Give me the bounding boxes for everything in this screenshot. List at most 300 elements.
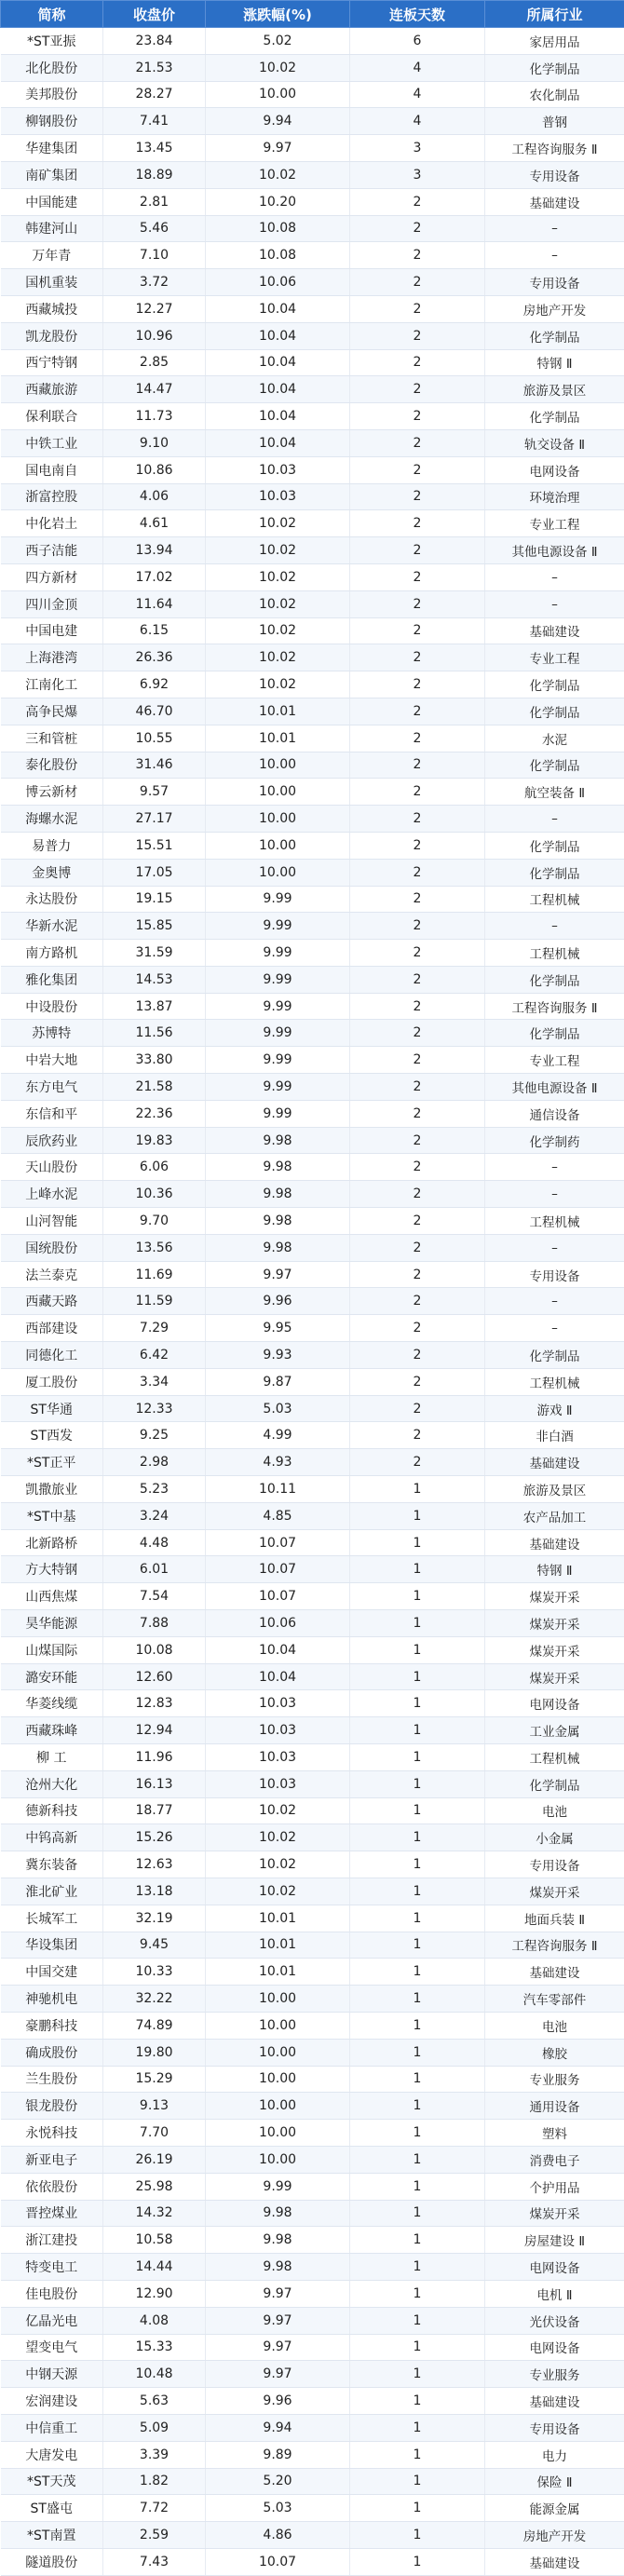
change-pct-cell: 9.98 <box>206 1181 350 1208</box>
consecutive-days-cell: 2 <box>350 617 485 644</box>
table-row <box>1 1181 624 1208</box>
table-row <box>1 2200 624 2227</box>
close-price-cell: 32.22 <box>103 1986 206 2013</box>
stock-name-cell: 山西焦煤 <box>1 1583 103 1610</box>
stock-name-cell: 上海港湾 <box>1 644 103 671</box>
industry-cell: 家居用品 <box>485 28 624 55</box>
close-price-cell: 6.06 <box>103 1154 206 1181</box>
change-pct-cell: 10.06 <box>206 269 350 296</box>
change-pct-cell: 9.98 <box>206 2200 350 2227</box>
stock-name-cell: 亿晶光电 <box>1 2307 103 2334</box>
close-price-cell: 7.70 <box>103 2120 206 2147</box>
consecutive-days-cell: 1 <box>350 2093 485 2120</box>
industry-cell: – <box>485 1154 624 1181</box>
stock-name-cell: ST华通 <box>1 1395 103 1422</box>
stock-name-cell: 潞安环能 <box>1 1663 103 1690</box>
stock-name-cell: 德新科技 <box>1 1797 103 1824</box>
change-pct-cell: 10.00 <box>206 859 350 886</box>
close-price-cell: 3.39 <box>103 2441 206 2468</box>
consecutive-days-cell: 2 <box>350 1208 485 1235</box>
change-pct-cell: 10.07 <box>206 1556 350 1583</box>
table-row <box>1 1315 624 1342</box>
consecutive-days-cell: 4 <box>350 54 485 81</box>
table-row <box>1 2120 624 2147</box>
stock-name-cell: 浙江建投 <box>1 2227 103 2254</box>
close-price-cell: 9.70 <box>103 1208 206 1235</box>
stock-name-cell: 中岩大地 <box>1 1047 103 1074</box>
table-row <box>1 1959 624 1986</box>
consecutive-days-cell: 1 <box>350 2146 485 2173</box>
industry-cell: 地面兵装 Ⅱ <box>485 1905 624 1932</box>
close-price-cell: 14.47 <box>103 376 206 403</box>
close-price-cell: 10.55 <box>103 725 206 752</box>
table-row <box>1 376 624 403</box>
close-price-cell: 3.34 <box>103 1368 206 1395</box>
stock-name-cell: 依依股份 <box>1 2173 103 2200</box>
stock-name-cell: 华新水泥 <box>1 913 103 940</box>
stock-name-cell: *ST天茂 <box>1 2468 103 2495</box>
industry-cell: 工程机械 <box>485 940 624 967</box>
change-pct-cell: 9.87 <box>206 1368 350 1395</box>
change-pct-cell: 10.06 <box>206 1610 350 1637</box>
stock-name-cell: 东信和平 <box>1 1100 103 1127</box>
consecutive-days-cell: 1 <box>350 1905 485 1932</box>
change-pct-cell: 10.08 <box>206 215 350 242</box>
stock-name-cell: 南矿集团 <box>1 161 103 188</box>
close-price-cell: 11.64 <box>103 590 206 617</box>
table-row <box>1 2093 624 2120</box>
change-pct-cell: 10.07 <box>206 1583 350 1610</box>
stock-name-cell: 佳电股份 <box>1 2280 103 2307</box>
close-price-cell: 26.19 <box>103 2146 206 2173</box>
stock-name-cell: 华设集团 <box>1 1932 103 1959</box>
industry-cell: 煤炭开采 <box>485 2200 624 2227</box>
table-row <box>1 242 624 269</box>
table-row <box>1 1610 624 1637</box>
stock-name-cell: 天山股份 <box>1 1154 103 1181</box>
industry-cell: 能源金属 <box>485 2495 624 2522</box>
change-pct-cell: 9.97 <box>206 1261 350 1288</box>
close-price-cell: 5.46 <box>103 215 206 242</box>
close-price-cell: 9.57 <box>103 779 206 806</box>
consecutive-days-cell: 2 <box>350 429 485 456</box>
table-row <box>1 295 624 322</box>
change-pct-cell: 5.20 <box>206 2468 350 2495</box>
consecutive-days-cell: 1 <box>350 2548 485 2575</box>
stock-name-cell: 国机重装 <box>1 269 103 296</box>
change-pct-cell: 10.00 <box>206 81 350 108</box>
industry-cell: 化学制品 <box>485 859 624 886</box>
consecutive-days-cell: 3 <box>350 135 485 162</box>
consecutive-days-cell: 2 <box>350 698 485 725</box>
industry-cell: 特钢 Ⅱ <box>485 1556 624 1583</box>
consecutive-days-cell: 1 <box>350 2468 485 2495</box>
stock-name-cell: 中铁工业 <box>1 429 103 456</box>
change-pct-cell: 10.00 <box>206 2146 350 2173</box>
consecutive-days-cell: 2 <box>350 1261 485 1288</box>
stock-name-cell: 中钢天源 <box>1 2361 103 2388</box>
table-row <box>1 671 624 698</box>
close-price-cell: 6.92 <box>103 671 206 698</box>
stock-name-cell: 浙富控股 <box>1 483 103 510</box>
close-price-cell: 9.13 <box>103 2093 206 2120</box>
table-row <box>1 1556 624 1583</box>
table-row <box>1 1502 624 1529</box>
consecutive-days-cell: 1 <box>350 1932 485 1959</box>
close-price-cell: 22.36 <box>103 1100 206 1127</box>
industry-cell: 基础建设 <box>485 2388 624 2415</box>
consecutive-days-cell: 1 <box>350 1744 485 1771</box>
consecutive-days-cell: 2 <box>350 590 485 617</box>
header-close-price: 收盘价 <box>103 1 206 28</box>
industry-cell: 环境治理 <box>485 483 624 510</box>
consecutive-days-cell: 1 <box>350 2361 485 2388</box>
consecutive-days-cell: 2 <box>350 1234 485 1261</box>
consecutive-days-cell: 2 <box>350 1020 485 1047</box>
table-row <box>1 108 624 135</box>
industry-cell: 特钢 Ⅱ <box>485 349 624 376</box>
close-price-cell: 11.73 <box>103 403 206 430</box>
close-price-cell: 12.60 <box>103 1663 206 1690</box>
close-price-cell: 11.69 <box>103 1261 206 1288</box>
table-row <box>1 725 624 752</box>
consecutive-days-cell: 2 <box>350 779 485 806</box>
industry-cell: 化学制品 <box>485 54 624 81</box>
close-price-cell: 4.06 <box>103 483 206 510</box>
industry-cell: 专业工程 <box>485 644 624 671</box>
stock-name-cell: 上峰水泥 <box>1 1181 103 1208</box>
close-price-cell: 33.80 <box>103 1047 206 1074</box>
change-pct-cell: 10.01 <box>206 698 350 725</box>
table-row <box>1 1770 624 1797</box>
stock-name-cell: 凯龙股份 <box>1 322 103 349</box>
industry-cell: 煤炭开采 <box>485 1878 624 1905</box>
close-price-cell: 15.85 <box>103 913 206 940</box>
stock-name-cell: 四方新材 <box>1 563 103 590</box>
stock-name-cell: 西宁特钢 <box>1 349 103 376</box>
change-pct-cell: 9.95 <box>206 1315 350 1342</box>
table-row <box>1 322 624 349</box>
change-pct-cell: 10.02 <box>206 1851 350 1878</box>
change-pct-cell: 9.98 <box>206 1127 350 1154</box>
change-pct-cell: 9.94 <box>206 2414 350 2441</box>
table-row <box>1 2280 624 2307</box>
table-row <box>1 1342 624 1369</box>
industry-cell: 工程机械 <box>485 1368 624 1395</box>
change-pct-cell: 10.00 <box>206 2012 350 2039</box>
consecutive-days-cell: 2 <box>350 1288 485 1315</box>
consecutive-days-cell: 2 <box>350 1395 485 1422</box>
close-price-cell: 2.59 <box>103 2522 206 2549</box>
change-pct-cell: 9.89 <box>206 2441 350 2468</box>
table-row <box>1 886 624 913</box>
close-price-cell: 14.44 <box>103 2254 206 2281</box>
consecutive-days-cell: 1 <box>350 1797 485 1824</box>
stock-name-cell: 淮北矿业 <box>1 1878 103 1905</box>
stock-name-cell: 山煤国际 <box>1 1636 103 1663</box>
change-pct-cell: 10.07 <box>206 2548 350 2575</box>
consecutive-days-cell: 1 <box>350 1986 485 2013</box>
table-row <box>1 1208 624 1235</box>
close-price-cell: 3.72 <box>103 269 206 296</box>
close-price-cell: 11.96 <box>103 1744 206 1771</box>
stock-name-cell: 北化股份 <box>1 54 103 81</box>
table-row <box>1 1047 624 1074</box>
table-row <box>1 2146 624 2173</box>
industry-cell: 工程咨询服务 Ⅱ <box>485 1932 624 1959</box>
change-pct-cell: 9.99 <box>206 1020 350 1047</box>
stock-name-cell: 高争民爆 <box>1 698 103 725</box>
change-pct-cell: 9.99 <box>206 940 350 967</box>
change-pct-cell: 10.01 <box>206 1959 350 1986</box>
table-row <box>1 1986 624 2013</box>
table-row <box>1 269 624 296</box>
change-pct-cell: 10.03 <box>206 1717 350 1744</box>
change-pct-cell: 10.02 <box>206 537 350 564</box>
stock-name-cell: 方大特钢 <box>1 1556 103 1583</box>
change-pct-cell: 10.00 <box>206 806 350 833</box>
consecutive-days-cell: 2 <box>350 322 485 349</box>
stock-name-cell: 同德化工 <box>1 1342 103 1369</box>
change-pct-cell: 9.98 <box>206 1154 350 1181</box>
change-pct-cell: 10.00 <box>206 752 350 779</box>
stock-name-cell: 易普力 <box>1 832 103 859</box>
close-price-cell: 46.70 <box>103 698 206 725</box>
change-pct-cell: 10.00 <box>206 779 350 806</box>
consecutive-days-cell: 2 <box>350 483 485 510</box>
table-row <box>1 2307 624 2334</box>
industry-cell: 个护用品 <box>485 2173 624 2200</box>
close-price-cell: 5.23 <box>103 1476 206 1503</box>
change-pct-cell: 10.02 <box>206 161 350 188</box>
consecutive-days-cell: 1 <box>350 2522 485 2549</box>
change-pct-cell: 10.04 <box>206 322 350 349</box>
stock-name-cell: 神驰机电 <box>1 1986 103 2013</box>
industry-cell: 农产品加工 <box>485 1502 624 1529</box>
close-price-cell: 7.10 <box>103 242 206 269</box>
table-row <box>1 859 624 886</box>
table-row <box>1 1368 624 1395</box>
consecutive-days-cell: 1 <box>350 2495 485 2522</box>
industry-cell: 化学制品 <box>485 403 624 430</box>
change-pct-cell: 10.04 <box>206 1636 350 1663</box>
industry-cell: 煤炭开采 <box>485 1610 624 1637</box>
table-row <box>1 456 624 483</box>
consecutive-days-cell: 4 <box>350 108 485 135</box>
change-pct-cell: 10.02 <box>206 1824 350 1851</box>
consecutive-days-cell: 1 <box>350 1502 485 1529</box>
industry-cell: 专业服务 <box>485 2066 624 2093</box>
header-change-pct: 涨跌幅(%) <box>206 1 350 28</box>
change-pct-cell: 10.04 <box>206 295 350 322</box>
change-pct-cell: 9.93 <box>206 1342 350 1369</box>
industry-cell: 电机 Ⅱ <box>485 2280 624 2307</box>
stock-name-cell: 银龙股份 <box>1 2093 103 2120</box>
table-row <box>1 752 624 779</box>
consecutive-days-cell: 2 <box>350 966 485 993</box>
close-price-cell: 14.32 <box>103 2200 206 2227</box>
consecutive-days-cell: 1 <box>350 2066 485 2093</box>
industry-cell: – <box>485 1288 624 1315</box>
stock-name-cell: 万年青 <box>1 242 103 269</box>
change-pct-cell: 4.85 <box>206 1502 350 1529</box>
table-row <box>1 940 624 967</box>
consecutive-days-cell: 2 <box>350 1368 485 1395</box>
stock-name-cell: 中设股份 <box>1 993 103 1020</box>
consecutive-days-cell: 1 <box>350 2334 485 2361</box>
industry-cell: 工程机械 <box>485 1744 624 1771</box>
table-row <box>1 1636 624 1663</box>
table-row <box>1 2388 624 2415</box>
stock-name-cell: 大唐发电 <box>1 2441 103 2468</box>
change-pct-cell: 9.96 <box>206 2388 350 2415</box>
industry-cell: 专业工程 <box>485 510 624 537</box>
stock-name-cell: 西部建设 <box>1 1315 103 1342</box>
consecutive-days-cell: 1 <box>350 2254 485 2281</box>
stock-name-cell: 华菱线缆 <box>1 1690 103 1717</box>
industry-cell: – <box>485 590 624 617</box>
stock-name-cell: 海螺水泥 <box>1 806 103 833</box>
consecutive-days-cell: 2 <box>350 644 485 671</box>
stock-name-cell: 三和管桩 <box>1 725 103 752</box>
table-row <box>1 2468 624 2495</box>
close-price-cell: 4.08 <box>103 2307 206 2334</box>
industry-cell: 基础建设 <box>485 617 624 644</box>
consecutive-days-cell: 1 <box>350 2227 485 2254</box>
consecutive-days-cell: 2 <box>350 1047 485 1074</box>
stock-name-cell: 东方电气 <box>1 1074 103 1101</box>
industry-cell: 化学制药 <box>485 1127 624 1154</box>
close-price-cell: 4.61 <box>103 510 206 537</box>
close-price-cell: 19.15 <box>103 886 206 913</box>
stock-name-cell: 中国电建 <box>1 617 103 644</box>
industry-cell: – <box>485 806 624 833</box>
close-price-cell: 17.05 <box>103 859 206 886</box>
close-price-cell: 9.45 <box>103 1932 206 1959</box>
change-pct-cell: 10.02 <box>206 54 350 81</box>
industry-cell: 其他电源设备 Ⅱ <box>485 537 624 564</box>
change-pct-cell: 9.99 <box>206 1100 350 1127</box>
table-row <box>1 644 624 671</box>
table-row <box>1 1744 624 1771</box>
industry-cell: 专用设备 <box>485 2414 624 2441</box>
table-row <box>1 563 624 590</box>
table-row <box>1 913 624 940</box>
change-pct-cell: 10.03 <box>206 1744 350 1771</box>
close-price-cell: 13.45 <box>103 135 206 162</box>
close-price-cell: 13.87 <box>103 993 206 1020</box>
change-pct-cell: 4.86 <box>206 2522 350 2549</box>
close-price-cell: 11.59 <box>103 1288 206 1315</box>
stock-name-cell: *ST正平 <box>1 1449 103 1476</box>
industry-cell: 小金属 <box>485 1824 624 1851</box>
consecutive-days-cell: 2 <box>350 1315 485 1342</box>
stock-name-cell: 法兰泰克 <box>1 1261 103 1288</box>
stock-name-cell: 望变电气 <box>1 2334 103 2361</box>
consecutive-days-cell: 1 <box>350 1556 485 1583</box>
industry-cell: 塑料 <box>485 2120 624 2147</box>
industry-cell: 煤炭开采 <box>485 1636 624 1663</box>
table-row <box>1 2548 624 2575</box>
table-row <box>1 1074 624 1101</box>
consecutive-days-cell: 1 <box>350 1610 485 1637</box>
header-consecutive-days: 连板天数 <box>350 1 485 28</box>
stock-name-cell: 兰生股份 <box>1 2066 103 2093</box>
header-name: 简称 <box>1 1 103 28</box>
stock-name-cell: *ST南置 <box>1 2522 103 2549</box>
change-pct-cell: 10.01 <box>206 1932 350 1959</box>
industry-cell: 专用设备 <box>485 269 624 296</box>
consecutive-days-cell: 1 <box>350 2039 485 2066</box>
change-pct-cell: 10.02 <box>206 1878 350 1905</box>
consecutive-days-cell: 1 <box>350 2441 485 2468</box>
table-row <box>1 806 624 833</box>
close-price-cell: 10.58 <box>103 2227 206 2254</box>
stock-name-cell: 华建集团 <box>1 135 103 162</box>
stock-name-cell: 中钨高新 <box>1 1824 103 1851</box>
consecutive-days-cell: 2 <box>350 403 485 430</box>
industry-cell: 其他电源设备 Ⅱ <box>485 1074 624 1101</box>
header-industry: 所属行业 <box>485 1 624 28</box>
table-row <box>1 1288 624 1315</box>
consecutive-days-cell: 1 <box>350 1770 485 1797</box>
consecutive-days-cell: 1 <box>350 2307 485 2334</box>
close-price-cell: 3.24 <box>103 1502 206 1529</box>
industry-cell: 航空装备 Ⅱ <box>485 779 624 806</box>
industry-cell: 化学制品 <box>485 752 624 779</box>
change-pct-cell: 10.00 <box>206 832 350 859</box>
industry-cell: 电池 <box>485 1797 624 1824</box>
close-price-cell: 6.15 <box>103 617 206 644</box>
industry-cell: 工程机械 <box>485 1208 624 1235</box>
consecutive-days-cell: 1 <box>350 1636 485 1663</box>
consecutive-days-cell: 1 <box>350 1476 485 1503</box>
consecutive-days-cell: 2 <box>350 1181 485 1208</box>
change-pct-cell: 9.99 <box>206 886 350 913</box>
change-pct-cell: 10.04 <box>206 349 350 376</box>
table-row <box>1 2254 624 2281</box>
consecutive-days-cell: 2 <box>350 563 485 590</box>
industry-cell: 消费电子 <box>485 2146 624 2173</box>
consecutive-days-cell: 1 <box>350 2414 485 2441</box>
change-pct-cell: 10.04 <box>206 403 350 430</box>
consecutive-days-cell: 2 <box>350 725 485 752</box>
industry-cell: 煤炭开采 <box>485 1663 624 1690</box>
industry-cell: 汽车零部件 <box>485 1986 624 2013</box>
consecutive-days-cell: 1 <box>350 1529 485 1556</box>
stock-name-cell: 沧州大化 <box>1 1770 103 1797</box>
table-body <box>1 28 624 2576</box>
consecutive-days-cell: 1 <box>350 1663 485 1690</box>
close-price-cell: 10.36 <box>103 1181 206 1208</box>
close-price-cell: 7.41 <box>103 108 206 135</box>
consecutive-days-cell: 2 <box>350 242 485 269</box>
industry-cell: – <box>485 1234 624 1261</box>
change-pct-cell: 10.02 <box>206 563 350 590</box>
stock-name-cell: 西藏旅游 <box>1 376 103 403</box>
table-row <box>1 1905 624 1932</box>
table-row <box>1 161 624 188</box>
change-pct-cell: 10.04 <box>206 376 350 403</box>
table-row <box>1 2441 624 2468</box>
stock-name-cell: 西子洁能 <box>1 537 103 564</box>
change-pct-cell: 10.07 <box>206 1529 350 1556</box>
table-row <box>1 1583 624 1610</box>
stock-name-cell: 柳钢股份 <box>1 108 103 135</box>
close-price-cell: 18.77 <box>103 1797 206 1824</box>
consecutive-days-cell: 1 <box>350 2200 485 2227</box>
close-price-cell: 7.88 <box>103 1610 206 1637</box>
